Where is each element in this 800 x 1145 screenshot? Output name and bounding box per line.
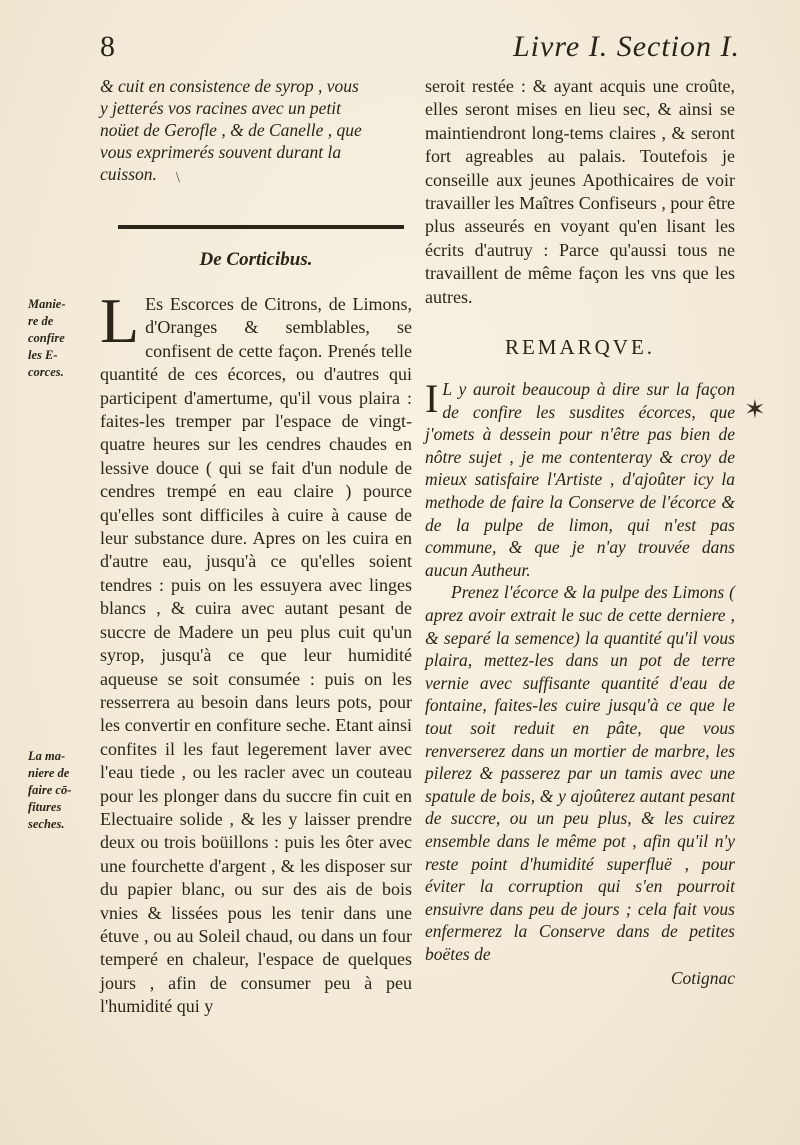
intro-line: noüet de Gerofle , & de Canelle , que	[100, 120, 362, 140]
body-text-right	[425, 75, 735, 309]
handwritten-mark-icon: ﹨	[170, 168, 187, 185]
margin-note-line: Manie-	[28, 297, 66, 311]
remarque-text	[425, 378, 735, 965]
remarque-paragraph: Prenez l'écorce & la pulpe des Limons ( aprez avoir extrait le suc de cette derniere , & separé la semence) la quantité qu'il vous plaira, mettez-les dans un pot de terre vernie avec suffisante quantité d'eau de fontaine, faites-les cuire jusqu'à ce que le tout soit reduit en pâte, que vous renverserez dans un mortier de marbre, les pilerez & passerez par un tamis avec une spatule de bois, & y ajoûterez autant pesant de succre, ou un peu plus, & les cuirez ensemble dans le même pot , afin qu'il n'y reste point d'humidité superfluë , pour éviter la corruption qui s'en pourroit ensuivre dans peu de jours ; cela fait vous enfermerez la Conserve dans de petites boëtes de	[425, 582, 735, 964]
margin-note-line: faire cō-	[28, 783, 72, 797]
margin-note-line: seches.	[28, 817, 65, 831]
margin-note	[28, 748, 92, 833]
running-head: Livre I. Section I.	[513, 30, 740, 63]
intro-line: vous exprimerés souvent durant la	[100, 142, 342, 162]
page-number: 8	[100, 30, 115, 63]
margin-note-line: re de	[28, 314, 54, 328]
drop-cap: I	[425, 376, 439, 422]
page-header	[100, 30, 740, 70]
margin-note-line: confire	[28, 331, 65, 345]
margin-note	[28, 296, 92, 381]
intro-line: & cuit en consistence de syrop , vous	[100, 76, 359, 96]
handwritten-star-icon: ✶	[744, 395, 766, 424]
margin-note-line: fitures	[28, 800, 62, 814]
right-column	[425, 75, 735, 989]
section-heading: De Corticibus.	[199, 249, 313, 270]
section-rule	[118, 225, 404, 229]
intro-text	[100, 75, 412, 185]
intro-line: cuisson.	[100, 164, 157, 184]
intro-line: y jetterés vos racines avec un petit	[100, 98, 342, 118]
drop-cap: L	[100, 285, 140, 356]
left-column	[100, 75, 412, 1019]
margin-note-line: La ma-	[28, 749, 66, 763]
margin-note-line: niere de	[28, 766, 70, 780]
body-text-left	[100, 285, 412, 1019]
margin-note-line: les E-	[28, 348, 58, 362]
remarque-paragraph	[425, 378, 735, 581]
body-paragraph: Es Escorces de Citrons, de Limons, d'Oranges & semblables, se confisent de cette façon. Prenés telle quantité de ces écorces, ou d'autres qui participent d'amertume, qu'il vous plaira : faites-les tremper par l'espace de vingt-quatre heures sur les cendres chaudes en lessive douce ( qui se fait d'un nodule de cendres trempé en eau claire ) pource qu'elles sont difficiles à cuire à cause de leur substance dure. Apres on les cuira en d'autre eau, jusqu'à ce qu'elles soient tendres : puis on les essuyera avec linges blancs , & cuira avec autant pesant de succre de Madere un peu plus cuit qu'un syrop, jusqu'à ce que leur humidité aqueuse se soit consumée : puis on les resserrera au besoin dans leurs pots, pour les convertir en confiture seche. Etant ainsi confites il les faut legerement laver avec l'eau tiede , ou les racler avec un couteau pour les plonger dans du succre fin cuit en Electuaire solide , & les y laisser prendre deux ou trois boüillons : puis les ôter avec une fourchette d'argent , & les disposer sur du papier blanc, ou sur des ais de bois vnies & lissées pous les tenir dans une étuve , ou au Soleil chaud, ou dans un four temperé en chaleur, l'espace de quelques jours , afin de consumer peu à peu l'humidité qui y	[100, 294, 412, 1017]
margin-note-line: corces.	[28, 365, 64, 379]
remarque-paragraph-text: L y auroit beaucoup à dire sur la façon de confire les susdites écorces, que j'omets à dessein pour n'être pas bien de nôtre sujet , je me contenteray & croy de mieux satisfaire l'Artiste , d'ajoûter icy la methode de faire la Conserve de l'écorce & de la pulpe de limon, qui n'est pas commune, & que je n'ay trouvée dans aucun Autheur.	[425, 379, 735, 580]
catchword: Cotignac	[670, 967, 735, 988]
body-paragraph: seroit restée : & ayant acquis une croûte, elles seront mises en lieu sec, & ainsi se maintiendront long-tems claires , & seront fort agreables au palais. Toutefois je conseille aux jeunes Apothicaires de voir travailler les Maîtres Confiseurs , pour être plus asseurés en voyant qu'en lisant les écrits d'autruy : Parce qu'aussi tous ne travaillent de même façon les vns que les autres.	[425, 76, 735, 307]
remarque-heading: REMARQVE.	[504, 335, 656, 360]
